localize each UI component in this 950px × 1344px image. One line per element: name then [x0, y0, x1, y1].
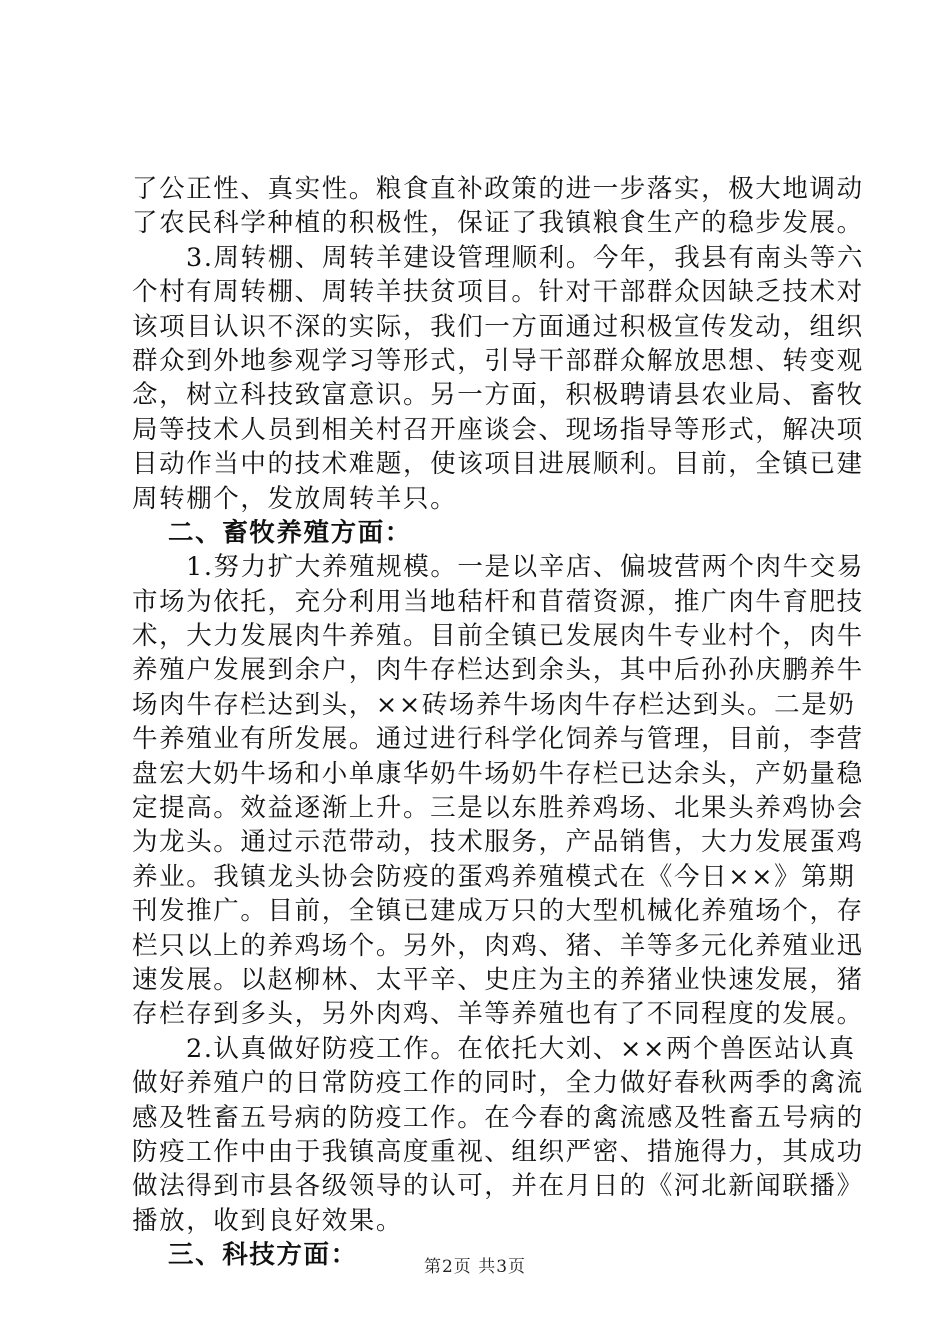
text-line: 防疫工作中由于我镇高度重视、组织严密、措施得力，其成功: [132, 1136, 864, 1167]
text-line: 群众到外地参观学习等形式，引导干部群众解放思想、转变观: [132, 345, 864, 376]
text-line: 该项目认识不深的实际，我们一方面通过积极宣传发动，组织: [132, 311, 864, 342]
text-line: 速发展。以赵柳林、太平辛、史庄为主的养猪业快速发展，猪: [132, 964, 864, 995]
text-line: 3.周转棚、周转羊建设管理顺利。今年，我县有南头等六: [186, 242, 864, 273]
text-line: 播放，收到良好效果。: [132, 1205, 404, 1236]
text-line: 术，大力发展肉牛养殖。目前全镇已发展肉牛专业村个，肉牛: [132, 621, 864, 652]
text-line: 做好养殖户的日常防疫工作的同时，全力做好春秋两季的禽流: [132, 1068, 864, 1099]
text-line: 念，树立科技致富意识。另一方面，积极聘请县农业局、畜牧: [132, 380, 864, 411]
text-line: 场肉牛存栏达到头，××砖场养牛场肉牛存栏达到头。二是奶: [132, 689, 856, 720]
text-line: 盘宏大奶牛场和小单康华奶牛场奶牛存栏已达余头，产奶量稳: [132, 758, 864, 789]
text-line: 养殖户发展到余户，肉牛存栏达到余头，其中后孙孙庆鹏养牛: [132, 655, 864, 686]
text-line: 刊发推广。目前，全镇已建成万只的大型机械化养殖场个，存: [132, 896, 864, 927]
text-line: 市场为依托，充分利用当地秸杆和苜蓿资源，推广肉牛育肥技: [132, 586, 864, 617]
text-line: 周转棚个，发放周转羊只。: [132, 483, 458, 514]
text-line: 个村有周转棚、周转羊扶贫项目。针对干部群众因缺乏技术对: [132, 277, 864, 308]
text-line: 做法得到市县各级领导的认可，并在月日的《河北新闻联播》: [132, 1171, 864, 1202]
text-line: 存栏存到多头，另外肉鸡、羊等养殖也有了不同程度的发展。: [132, 999, 864, 1030]
page-footer: 第2页 共3页: [423, 1257, 527, 1277]
text-line: 局等技术人员到相关村召开座谈会、现场指导等形式，解决项: [132, 414, 864, 445]
section-heading: 二、畜牧养殖方面：: [168, 517, 412, 548]
text-line: 了农民科学种植的积极性，保证了我镇粮食生产的稳步发展。: [132, 208, 864, 239]
text-line: 牛养殖业有所发展。通过进行科学化饲养与管理，目前，李营: [132, 724, 864, 755]
text-line: 为龙头。通过示范带动，技术服务，产品销售，大力发展蛋鸡: [132, 827, 864, 858]
body-text: [132, 172, 864, 1273]
text-line: 栏只以上的养鸡场个。另外，肉鸡、猪、羊等多元化养殖业迅: [132, 930, 864, 961]
text-line: 定提高。效益逐渐上升。三是以东胜养鸡场、北果头养鸡协会: [132, 793, 864, 824]
text-line: 养业。我镇龙头协会防疫的蛋鸡养殖模式在《今日××》第期: [132, 861, 856, 892]
text-line: 了公正性、真实性。粮食直补政策的进一步落实，极大地调动: [132, 174, 864, 204]
text-line: 1.努力扩大养殖规模。一是以辛店、偏坡营两个肉牛交易: [186, 552, 864, 583]
text-line: 感及牲畜五号病的防疫工作。在今春的禽流感及牲畜五号病的: [132, 1102, 864, 1133]
section-heading: 三、科技方面：: [168, 1240, 358, 1271]
text-line: 目动作当中的技术难题，使该项目进展顺利。目前，全镇已建: [132, 449, 864, 480]
text-line: 2.认真做好防疫工作。在依托大刘、××两个兽医站认真: [186, 1033, 856, 1064]
